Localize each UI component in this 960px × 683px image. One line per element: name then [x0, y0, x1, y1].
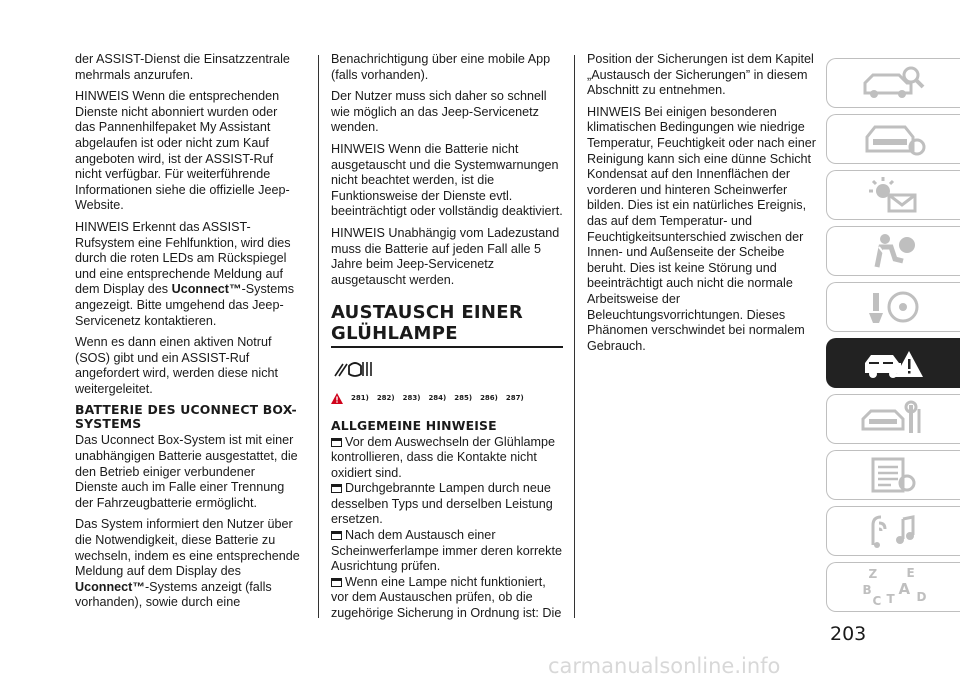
tab-technical-data[interactable]	[826, 450, 960, 500]
tab-emergency[interactable]	[826, 338, 960, 388]
tab-safety[interactable]	[826, 226, 960, 276]
bullet-icon	[331, 578, 342, 587]
paragraph: Benachrichtigung über eine mobile App (falls vorhanden).	[331, 52, 551, 82]
brand-name: Uconnect™	[75, 579, 145, 594]
bullet-item: Nach dem Austausch einer Scheinwerferlampe immer deren korrekte Ausrichtung prüfen.	[331, 528, 562, 574]
ref-285: 285)	[454, 393, 473, 402]
page-number: 203	[830, 623, 867, 645]
bullet-item: Wenn eine Lampe nicht funktioniert, vor dem Austauschen prüfen, ob die zugehörige Sicherung in Ordnung ist: Die	[331, 574, 562, 621]
chapter-heading: AUSTAUSCH EINER GLÜHLAMPE	[331, 302, 524, 345]
spec-sheet-icon	[859, 455, 929, 495]
paragraph: Wenn es dann einen aktiven Notruf (SOS) gibt und ein ASSIST-Ruf angefordert wird, werden diese nicht weitergeleitet.	[75, 335, 279, 396]
heading-rule	[331, 346, 563, 348]
ref-286: 286)	[480, 393, 498, 402]
car-dashboard-icon	[859, 119, 929, 159]
ref-283: 283)	[402, 393, 421, 402]
text-column-2	[331, 52, 563, 622]
tab-starting-driving[interactable]	[826, 282, 960, 332]
paragraph: HINWEIS Erkennt das ASSIST-Rufsystem eine Fehlfunktion, wird dies durch die roten LEDs am Rückspiegel und eine entsprechende Meldung auf dem Display des Uconnect™-Systems angezeigt. Bitte umgehend das Jeep-Servicenetz kontaktieren.	[75, 219, 295, 328]
bullet-item: Durchgebrannte Lampen durch neue desselben Typs und derselben Leistung ersetzen.	[331, 481, 553, 527]
watermark: carmanualsonline.info	[548, 654, 781, 678]
paragraph: HINWEIS Unabhängig vom Ladezustand muss die Batterie auf jeden Fall alle 5 Jahre beim Jeep-Servicenetz ausgetauscht werden.	[331, 225, 560, 287]
airbag-seatbelt-icon	[859, 231, 929, 271]
emergency-car-warning-icon	[859, 343, 929, 383]
steering-wheel-icon	[859, 287, 929, 327]
paragraph: HINWEIS Wenn die Batterie nicht ausgetauscht und die Systemwarnungen nicht beachtet werden, ist die Funktionsweise der Dienste evtl. beeinträchtigt oder vollständig deaktiviert.	[331, 141, 563, 219]
tab-dashboard[interactable]	[826, 114, 960, 164]
bullet-icon	[331, 484, 342, 493]
ref-281: 281)	[351, 393, 369, 402]
tab-multimedia[interactable]	[826, 506, 960, 556]
index-letters-icon: Z E B A C T D	[862, 566, 927, 608]
paragraph: Das Uconnect Box-System ist mit einer unabhängigen Batterie ausgestattet, die den Betrieb einiger verbundener Dienste auch im Falle einer Trennung der Fahrzeugbatterie ermöglicht.	[75, 433, 298, 510]
chapter-tabs	[826, 58, 960, 618]
bullet-item: Vor dem Auswechseln der Glühlampe kontrollieren, dass die Kontakte nicht oxidiert sind.	[331, 434, 556, 480]
multimedia-icon	[859, 511, 929, 551]
paragraph: Das System informiert den Nutzer über die Notwendigkeit, diese Batterie zu wechseln, indem es eine entsprechende Meldung auf dem Display des Uconnect™-Systems anzeigt (falls vorhanden), sowie durch eine	[75, 517, 300, 610]
column-separator	[574, 55, 575, 618]
paragraph: HINWEIS Wenn die entsprechenden Dienste nicht abonniert wurden oder das Pannenhilfepaket My Assistant abgelaufen ist oder nicht zum Kauf angeboten wird, ist der ASSIST-Ruf nicht verfügbar. Für weiterführende Informationen siehe die offizielle Jeep-Website.	[75, 89, 290, 213]
brand-name: Uconnect™	[171, 282, 242, 297]
tab-car-overview[interactable]	[826, 58, 960, 108]
bullet-icon	[331, 438, 342, 447]
tab-maintenance[interactable]	[826, 394, 960, 444]
tab-index[interactable]	[826, 562, 960, 612]
paragraph: der ASSIST-Dienst die Einsatzzentrale mehrmals anzurufen.	[75, 52, 290, 82]
warning-references	[331, 391, 563, 407]
bulb-icon	[333, 358, 563, 385]
car-search-icon	[859, 63, 929, 103]
warning-light-message-icon	[859, 175, 929, 215]
ref-282: 282)	[376, 393, 395, 402]
text-column-1	[75, 52, 300, 617]
paragraph: Der Nutzer muss sich daher so schnell wie möglich an das Jeep-Servicenetz wenden.	[331, 89, 547, 135]
warning-triangle-icon	[331, 393, 343, 404]
tab-warning-lights[interactable]	[826, 170, 960, 220]
bullet-icon	[331, 531, 342, 540]
subsection-heading: ALLGEMEINE HINWEISE	[331, 417, 497, 433]
paragraph: Position der Sicherungen ist dem Kapitel „Austausch der Sicherungen” in diesem Abschnitt zu entnehmen.	[587, 52, 814, 98]
ref-287: 287)	[505, 393, 524, 402]
text-column-3	[587, 52, 817, 360]
column-separator	[318, 55, 319, 618]
ref-284: 284)	[428, 393, 447, 402]
car-wrench-icon	[859, 399, 929, 439]
section-heading: BATTERIE DES UCONNECT BOX-SYSTEMS	[75, 402, 297, 432]
paragraph: HINWEIS Bei einigen besonderen klimatischen Bedingungen wie niedrige Temperatur, Feuchtigkeit oder nach einer Reinigung kann sich eine dünne Schicht Kondensat auf den Innenflächen der vorderen und hinteren Scheinwerfer bilden. Dies ist ein natürliches Ereignis, das auf dem Temperatur- und Feuchtigkeitsunterschied zwischen der Innen- und Außenseite der Scheibe beruht. Dies ist keine Störung und beeinträchtigt auch nicht die normale Arbeitsweise der Beleuchtungsvorrichtungen. Dieses Phänomen verschwindet bei normalem Gebrauch.	[587, 104, 816, 353]
